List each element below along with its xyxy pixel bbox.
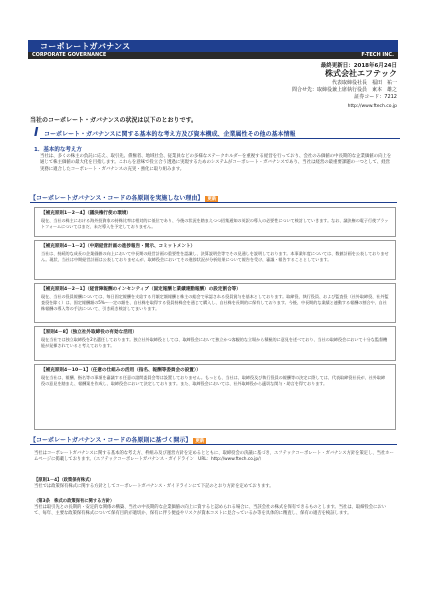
principle-body: 現在、当社の株主における海外投資家の持株比率は相対的に低位であり、今後の状況を踏まえつつ招集通知の英訳の導入の必要性について検討していきます。なお、議決権の電子行使プラットフォームについてはまだ、未だ導入を予定しておりません。	[41, 218, 389, 229]
section1-body: 当社は、多くの株主の負託に応え、取引先、債権者、地域社会、従業員などの多様なステークホルダーを重視する経営を行っており、会社のみ価値の中長期的な企業価値の向上を通じて株主価値の最大化を目指します。これらを意味で役立合う透過に実現するためのシステムがコーポレート・ガバナンスであり、当社は経営の最重要課題の一つとして、経営実務に適合したコーポレート・ガバナンスの充実・強化に取り組みます。	[40, 154, 392, 172]
company-url[interactable]: http://www.ftech.co.jp	[347, 104, 397, 109]
disclosure-item	[34, 499, 394, 518]
section2-heading	[30, 193, 218, 202]
update-badge: 更新	[207, 196, 217, 202]
section1-title: コーポレート・ガバナンスに関する基本的な考え方及び資本構成、企業属性その他の基本情報	[44, 131, 296, 138]
section3-title: 【コーポレートガバナンス・コードの各原則に基づく開示】	[30, 437, 192, 444]
disclosure-item	[34, 478, 394, 490]
disclosure-title: 【原則1－4】（政策保有株式）	[34, 478, 94, 483]
last-updated-date: 最終更新日：2018年6月24日	[320, 63, 397, 69]
header-subtitle-bar	[28, 52, 398, 59]
principle-title: 【補充原則4－1－2】（中期経営計画の進捗報告・開示、コミットメント）	[41, 244, 196, 249]
principle-body: 現在当社は、報酬、指名等の事項を審議する任意の諮問委員会等は設置しておりません。もっとも、当社は、取締役及び執行役員の報酬等の決定に際しては、代表取締役社長が、社外取締役の意見を踏まえ、報酬案を作成し、取締役会において決定しております。また、取締役会においては、社外取締役から適切な関与・助言を得ております。	[41, 375, 386, 386]
update-badge: 更新	[195, 438, 205, 444]
brand-logo-text: F-TECH INC.	[361, 52, 394, 58]
section3-heading	[30, 435, 206, 444]
section1-heading	[34, 125, 400, 139]
principle-body: 当社は、持続的な成長の企業価値の向上において中長期の経営計画の重要性を認識し、決算説明会等でその見通しを説明しております。本事業年度については、数値計画を公表しておりません。現状、当社は中期経営計画は公表しておりませんが、取締役会においてその進捗状況が分析結果について報告を受け、審議・報告することとしています。	[41, 251, 389, 262]
contact: 問合せ先：取締役兼上席執行役員 東本 雄之	[291, 87, 397, 93]
representative: 代表取締役社長 福田 祐一	[331, 80, 397, 86]
principle-box	[34, 283, 396, 323]
section2-title: 【コーポレートガバナンス・コードの各原則を実施しない理由】	[30, 195, 204, 202]
header-title-bar	[28, 40, 398, 52]
disclosure-title: （第3条 株式の政策保有に関する方針）	[34, 499, 115, 504]
principle-title: 【補充原則4－10－1】（任意の仕組みの活用（指名、報酬等委員会の設置））	[41, 368, 201, 373]
heading-marker-icon: I	[34, 125, 39, 139]
securities-code: 証券コード：7212	[354, 94, 397, 100]
company-name: 株式会社エフテック	[325, 69, 397, 78]
principle-box	[34, 240, 396, 280]
principle-title: 【原則4－8】（独立社外取締役の有効な活用）	[41, 330, 137, 335]
intro-text: 当社のコーポレート・ガバナンスの状況は以下のとおりです。	[30, 117, 198, 124]
principle-box	[34, 364, 396, 430]
principle-title: 【補充原則1－2－4】（議決権行使の環境）	[41, 211, 131, 216]
header-title: コーポレートガバナンス	[40, 42, 131, 51]
principle-title: 【補充原則4－2－1】（経営陣報酬のインセンティブ（固定報酬と業績連動報酬）の設定割合等）	[41, 287, 241, 292]
section3-divider	[30, 444, 397, 445]
principle-body: 現在当社では独立取締役を2名選任しております。独立社外取締役としては、取締役会において独立かつ客観的な立場から積極的に意見を述べており、当社の取締役会において十分な監督機能が発揮されていると考えております。	[41, 337, 388, 348]
section3-intro: 当社はコーポレートガバナンスに関する基本的な考え方、枠組み及び運営方針を定めるとともに、取締役会の決議に基づき、エフテックコーポレート・ガバナンス方針を策定し、当社ホームページに掲載しております。（エフテックコーポレートガバナンス・ガイドライン URL：http://www.ftech.co.jp/）	[34, 451, 394, 463]
section2-divider	[30, 202, 397, 203]
principle-body: 現在、当社の役員報酬については、毎日固定報酬を支給する月額定額報酬と株主の総会で承認される役員賞与を基本としております。取締役、執行役員、および監査役（社外取締役、社外監査役を除く）は、固定報酬額の5%～一定の額を、自社株を取得する役員持株会を通じて購入し、自社株を長期的に保有しております。今後、中長期的な業績と連動する報酬の割合や、自社株報酬の導入等の手法について、引き続き検討してまいります。	[41, 294, 389, 311]
principle-box	[34, 207, 396, 237]
header-subtitle: CORPORATE GOVERNANCE	[32, 52, 107, 58]
disclosure-body: 当社では政策保有株式に関する方針としてコーポレートガバナンス・ガイドラインにて下記のとおり方針を定めております。	[34, 484, 274, 490]
disclosure-body: 当社は取引先との長期的・安定的な関係の構築、当社の中長期的な企業価値の向上に資すると認められる場合に、当該会社の株式を保有できるものとします。当社は、取締役会において、毎年、主要な政策保有株式について保有目的が適切か、保有に伴う便益やリスクが資本コストに見合っているか等を具体的に精査し、保有の適否を検証します。	[34, 505, 386, 517]
principle-box	[34, 326, 396, 361]
section1-subheading: 1．基本的な考え方	[34, 147, 82, 153]
